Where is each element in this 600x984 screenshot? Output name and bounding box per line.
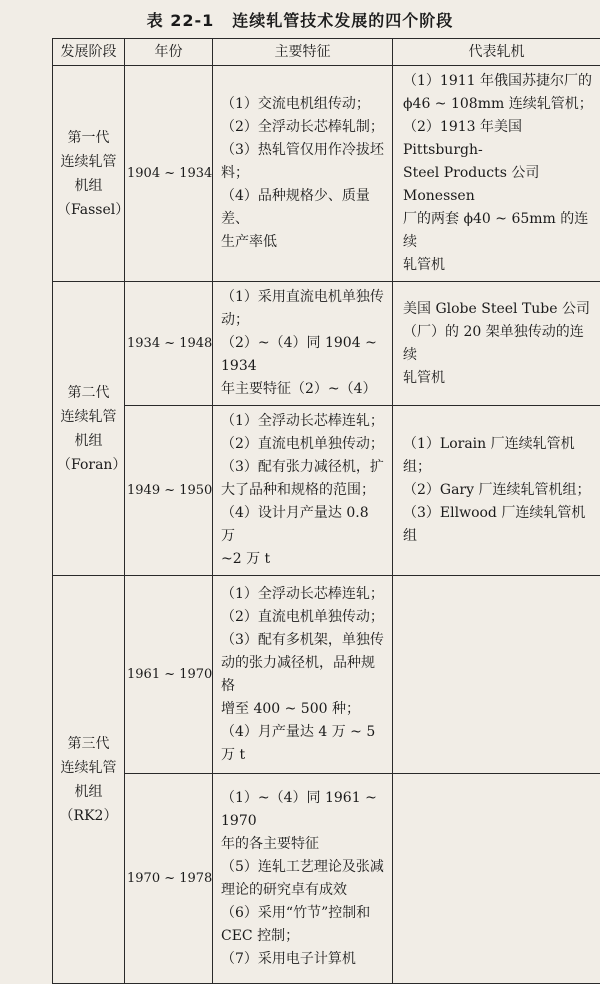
features-cell: （1）采用直流电机单独传 动； （2）~（4）同 1904 ~ 1934 年主要特征（2）~（4） [213,282,393,406]
year-cell: 1904 ~ 1934 [125,66,213,282]
features-cell: （1）全浮动长芯棒连轧； （2）直流电机单独传动； （3）配有张力减径机，扩 大了品种和规格的范围； （4）设计月产量达 0.8 万 ~2 万 t [213,406,393,576]
generation-cell: 第一代 连续轧管 机组 （Fassel） [53,66,125,282]
table-caption [0,8,600,31]
representative-cell: （1）1911 年俄国苏捷尔厂的 ϕ46 ~ 108mm 连续轧管机； （2）1913 年美国 Pittsburgh- Steel Products 公司 Monessen 厂的两套 ϕ40 ~ 65mm 的连续 轧管机 [393,66,600,282]
year-cell: 1934 ~ 1948 [125,282,213,406]
representative-cell: （1）Lorain 厂连续轧管机组； （2）Gary 厂连续轧管机组； （3）Ellwood 厂连续轧管机 组 [393,406,600,576]
table-row [53,774,600,984]
features-cell: （1）~（4）同 1961 ~ 1970 年的各主要特征 （5）连轧工艺理论及张减 理论的研究卓有成效 （6）采用“竹节”控制和 CEC 控制； （7）采用电子计算机 [213,774,393,984]
representative-cell: 美国 Globe Steel Tube 公司 （厂）的 20 架单独传动的连续 轧管机 [393,282,600,406]
table-row [53,576,600,774]
development-stages-table [52,38,600,984]
table-header-row [53,39,600,66]
representative-cell [393,576,600,774]
representative-cell [393,774,600,984]
header-representative: 代表轧机 [393,39,600,66]
features-cell: （1）全浮动长芯棒连轧； （2）直流电机单独传动； （3）配有多机架，单独传 动的张力减径机，品种规格 增至 400 ~ 500 种； （4）月产量达 4 万 ~ 5 万 t [213,576,393,774]
table-title: 连续轧管技术发展的四个阶段 [232,11,453,30]
header-stage: 发展阶段 [53,39,125,66]
year-cell: 1970 ~ 1978 [125,774,213,984]
table-row [53,406,600,576]
generation-cell: 第二代 连续轧管 机组 （Foran） [53,282,125,576]
header-year: 年份 [125,39,213,66]
header-features: 主要特征 [213,39,393,66]
table-number: 表 22-1 [147,11,215,30]
year-cell: 1961 ~ 1970 [125,576,213,774]
table-row [53,282,600,406]
year-cell: 1949 ~ 1950 [125,406,213,576]
generation-cell: 第三代 连续轧管 机组 （RK2） [53,576,125,984]
features-cell: （1）交流电机组传动； （2）全浮动长芯棒轧制； （3）热轧管仅用作冷拔坯 料； （4）品种规格少、质量差、 生产率低 [213,66,393,282]
table-row [53,66,600,282]
